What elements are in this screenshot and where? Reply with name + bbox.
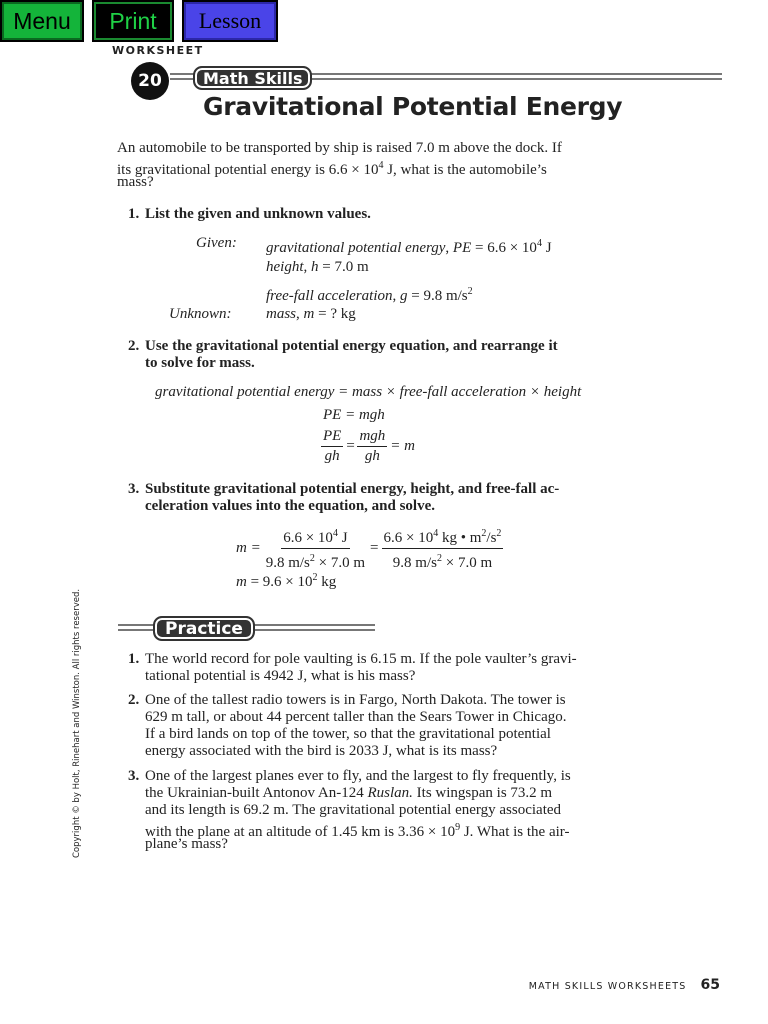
- equation-symbolic: PE = mgh: [323, 407, 385, 423]
- given-pe: gravitational potential energy, PE = $6.6 \times 10^4$ J: [266, 238, 552, 256]
- step-1-heading: List the given and unknown values.: [145, 206, 371, 222]
- unknown-mass: mass, m = ? kg: [266, 306, 356, 322]
- practice-3-line-3: and its length is 69.2 m. The gravitational potential energy associated: [145, 802, 562, 818]
- practice-3-number: 3.: [128, 768, 140, 784]
- equation-words: gravitational potential energy = mass × free-fall acceleration × height: [155, 384, 582, 400]
- step-3-heading-1: Substitute gravitational potential energy, height, and free-fall ac-: [145, 481, 560, 497]
- intro-line-1: An automobile to be transported by ship is raised 7.0 m above the dock. If: [117, 140, 562, 156]
- practice-2-line-1: One of the tallest radio towers is in Fargo, North Dakota. The tower is: [145, 692, 566, 708]
- page-number: 65: [700, 977, 720, 993]
- practice-1-line-2: tational potential is 4942 J, what is his mass?: [145, 668, 416, 684]
- equation-rearranged: $\frac{PE}{gh}$ = $\frac{\text{mgh}}{gh}$ = m: [323, 428, 416, 464]
- practice-2-line-3: If a bird lands on top of the tower, so that the gravitational potential: [145, 726, 551, 742]
- practice-badge: Practice: [153, 616, 255, 641]
- step-2-heading-1: Use the gravitational potential energy equation, and rearrange it: [145, 338, 558, 354]
- given-height: height, h = 7.0 m: [266, 259, 369, 275]
- menu-button-label: Menu: [2, 2, 82, 40]
- print-button[interactable]: [92, 0, 174, 42]
- step-2-heading-2: to solve for mass.: [145, 355, 255, 371]
- substitution-equation: m = $\frac{6.6 \times 10^4 J}{9.8 m/s^2 \times 7.0 m}$ = $\frac{6.6 \times 10^4 kg • m^2/s^2}{9.8 m/s^2 \times 7.0 m}$: [236, 525, 503, 572]
- step-1-number: 1.: [128, 206, 140, 222]
- step-2-number: 2.: [128, 338, 140, 354]
- step-3-heading-2: celeration values into the equation, and solve.: [145, 498, 436, 514]
- intro-line-3: mass?: [117, 174, 154, 190]
- footer-label: MATH SKILLS WORKSHEETS: [528, 981, 687, 992]
- worksheet-label: WORKSHEET: [112, 44, 204, 57]
- worksheet-number: 20: [131, 62, 169, 100]
- practice-1-number: 1.: [128, 651, 140, 667]
- menu-button[interactable]: [0, 0, 84, 42]
- practice-2-number: 2.: [128, 692, 140, 708]
- practice-3-line-1: One of the largest planes ever to fly, and the largest to fly frequently, is: [145, 768, 571, 784]
- print-button-label: Print: [94, 2, 172, 40]
- lesson-button-label: Lesson: [184, 2, 276, 40]
- unknown-label: Unknown:: [169, 306, 232, 322]
- practice-2-line-4: energy associated with the bird is 2033 J, what is its mass?: [145, 743, 498, 759]
- page-title: Gravitational Potential Energy: [203, 92, 623, 121]
- practice-3-line-4: with the plane at an altitude of 1.45 km is $3.36 \times 10^9$ J. What is the air-: [145, 822, 570, 840]
- given-label: Given:: [196, 235, 237, 251]
- practice-2-line-2: 629 m tall, or about 44 percent taller than the Sears Tower in Chicago.: [145, 709, 567, 725]
- given-acceleration: free-fall acceleration, g = 9.8 $m/s^2$: [266, 286, 473, 304]
- practice-3-line-5: plane’s mass?: [145, 836, 228, 852]
- page-footer: [529, 977, 720, 993]
- math-skills-badge: Math Skills: [193, 66, 312, 90]
- step-3-number: 3.: [128, 481, 140, 497]
- lesson-button[interactable]: [182, 0, 278, 42]
- practice-3-line-2: the Ukrainian-built Antonov An-124 Ruslan. Its wingspan is 73.2 m: [145, 785, 553, 801]
- practice-1-line-1: The world record for pole vaulting is 6.15 m. If the pole vaulter’s gravi-: [145, 651, 577, 667]
- intro-line-2: its gravitational potential energy is $6.6 \times 10^4$ J, what is the automobile’s: [117, 160, 547, 178]
- answer-mass: $m = 9.6 \times 10^2$ kg: [236, 572, 337, 590]
- copyright-notice: Copyright © by Holt, Rinehart and Winston. All rights reserved.: [72, 588, 82, 858]
